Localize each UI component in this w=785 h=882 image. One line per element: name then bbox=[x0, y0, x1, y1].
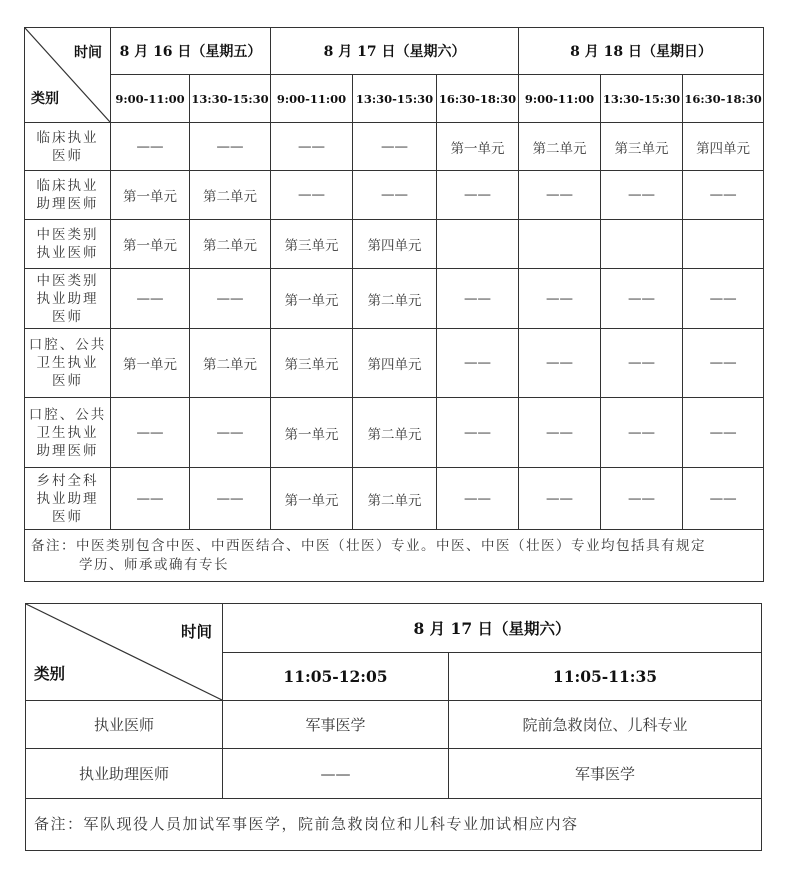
cell: —— bbox=[601, 398, 683, 468]
cell: —— bbox=[683, 398, 764, 468]
cell: 第二单元 bbox=[353, 468, 437, 530]
cell: —— bbox=[111, 398, 190, 468]
cell: 第二单元 bbox=[190, 171, 271, 220]
time-slot: 13:30-15:30 bbox=[353, 75, 437, 123]
note bbox=[25, 530, 764, 582]
time-header: 时间 bbox=[180, 622, 212, 641]
category-header: 类别 bbox=[31, 91, 59, 107]
row-label-line: 助理医师 bbox=[36, 196, 99, 212]
cell: —— bbox=[190, 398, 271, 468]
cell: —— bbox=[190, 123, 271, 171]
note-row bbox=[25, 530, 764, 582]
cell: —— bbox=[353, 171, 437, 220]
table-row bbox=[25, 123, 764, 171]
row-label bbox=[25, 171, 111, 220]
row-label: 执业医师 bbox=[26, 701, 223, 749]
row-label-line: 医师 bbox=[52, 308, 83, 325]
cell: —— bbox=[683, 171, 764, 220]
cell: —— bbox=[601, 171, 683, 220]
cell: 军事医学 bbox=[449, 749, 762, 799]
time-slot: 13:30-15:30 bbox=[190, 75, 271, 123]
exam-schedule-table bbox=[24, 27, 764, 582]
cell bbox=[683, 220, 764, 269]
row-label-line: 中医类别 bbox=[36, 272, 99, 289]
row-label-line: 医师 bbox=[52, 147, 83, 164]
cell: 第二单元 bbox=[519, 123, 601, 171]
table-row bbox=[25, 220, 764, 269]
row-label: 执业助理医师 bbox=[26, 749, 223, 799]
cell: —— bbox=[519, 398, 601, 468]
cell: —— bbox=[111, 123, 190, 171]
cell: —— bbox=[190, 468, 271, 530]
table-row bbox=[25, 171, 764, 220]
time-slot: 9:00-11:00 bbox=[519, 75, 601, 123]
cell: 第一单元 bbox=[437, 123, 519, 171]
row-label bbox=[25, 468, 111, 530]
time-slot: 11:05-12:05 bbox=[223, 653, 449, 701]
row-label-line: 卫生执业 bbox=[36, 355, 99, 371]
cell: 第二单元 bbox=[190, 220, 271, 269]
row-label-line: 口腔、公共 bbox=[28, 406, 107, 423]
table-row bbox=[26, 701, 762, 749]
cell: —— bbox=[437, 398, 519, 468]
cell: 院前急救岗位、儿科专业 bbox=[449, 701, 762, 749]
row-label bbox=[25, 398, 111, 468]
cell: —— bbox=[111, 468, 190, 530]
cell: 第四单元 bbox=[683, 123, 764, 171]
note-line: 学历、师承或确有专长 bbox=[79, 556, 229, 573]
cell: —— bbox=[190, 269, 271, 329]
corner-header bbox=[26, 604, 223, 701]
row-label bbox=[25, 329, 111, 398]
diagonal-divider bbox=[26, 604, 222, 700]
cell: 第四单元 bbox=[353, 220, 437, 269]
cell: —— bbox=[519, 171, 601, 220]
time-header: 时间 bbox=[74, 45, 102, 61]
cell: 军事医学 bbox=[223, 701, 449, 749]
cell bbox=[601, 220, 683, 269]
row-label-line: 临床执业 bbox=[36, 178, 99, 194]
date-header: 8 月 18 日（星期日） bbox=[519, 28, 764, 75]
row-label bbox=[25, 269, 111, 329]
cell: —— bbox=[437, 171, 519, 220]
cell: —— bbox=[111, 269, 190, 329]
cell: —— bbox=[683, 269, 764, 329]
cell: —— bbox=[437, 329, 519, 398]
row-label-line: 执业医师 bbox=[36, 245, 99, 261]
cell: —— bbox=[601, 468, 683, 530]
row-label-line: 执业助理 bbox=[36, 490, 99, 507]
row-label-line: 医师 bbox=[52, 373, 83, 389]
row-label bbox=[25, 220, 111, 269]
cell: 第一单元 bbox=[111, 171, 190, 220]
cell bbox=[519, 220, 601, 269]
cell: —— bbox=[519, 329, 601, 398]
cell: 第三单元 bbox=[601, 123, 683, 171]
cell: 第二单元 bbox=[353, 398, 437, 468]
cell: —— bbox=[437, 269, 519, 329]
row-label-line: 助理医师 bbox=[36, 442, 99, 459]
row-label-line: 乡村全科 bbox=[36, 472, 99, 489]
cell: 第三单元 bbox=[271, 329, 353, 398]
time-slot: 16:30-18:30 bbox=[683, 75, 764, 123]
time-slot: 11:05-11:35 bbox=[449, 653, 762, 701]
cell: 第一单元 bbox=[271, 398, 353, 468]
time-slot: 9:00-11:00 bbox=[271, 75, 353, 123]
cell: 第二单元 bbox=[190, 329, 271, 398]
note-line: 备注：中医类别包含中医、中西医结合、中医（壮医）专业。中医、中医（壮医）专业均包括具有规定 bbox=[31, 537, 706, 554]
cell bbox=[437, 220, 519, 269]
cell: —— bbox=[601, 329, 683, 398]
cell: 第二单元 bbox=[353, 269, 437, 329]
cell: 第一单元 bbox=[271, 269, 353, 329]
note: 备注：军队现役人员加试军事医学，院前急救岗位和儿科专业加试相应内容 bbox=[26, 799, 762, 851]
date-header: 8 月 16 日（星期五） bbox=[111, 28, 271, 75]
time-slot: 13:30-15:30 bbox=[601, 75, 683, 123]
row-label-line: 医师 bbox=[52, 508, 83, 525]
cell: —— bbox=[223, 749, 449, 799]
row-label-line: 口腔、公共 bbox=[28, 337, 107, 353]
cell: 第一单元 bbox=[111, 329, 190, 398]
cell: 第一单元 bbox=[271, 468, 353, 530]
table-row bbox=[25, 329, 764, 398]
date-header: 8 月 17 日（星期六） bbox=[271, 28, 519, 75]
row-label-line: 卫生执业 bbox=[36, 424, 99, 441]
time-slot: 9:00-11:00 bbox=[111, 75, 190, 123]
cell: —— bbox=[353, 123, 437, 171]
date-header: 8 月 17 日（星期六） bbox=[223, 604, 762, 653]
cell: —— bbox=[601, 269, 683, 329]
corner-header bbox=[25, 28, 111, 123]
row-label bbox=[25, 123, 111, 171]
table-row bbox=[25, 468, 764, 530]
cell: 第一单元 bbox=[111, 220, 190, 269]
cell: —— bbox=[683, 329, 764, 398]
row-label-line: 执业助理 bbox=[36, 290, 99, 307]
cell: 第三单元 bbox=[271, 220, 353, 269]
cell: —— bbox=[519, 269, 601, 329]
cell: —— bbox=[271, 123, 353, 171]
category-header: 类别 bbox=[34, 664, 66, 683]
row-label-line: 中医类别 bbox=[36, 227, 99, 243]
military-exam-table bbox=[25, 603, 762, 851]
table-row bbox=[25, 398, 764, 468]
cell: —— bbox=[437, 468, 519, 530]
time-slot: 16:30-18:30 bbox=[437, 75, 519, 123]
row-label-line: 临床执业 bbox=[36, 129, 99, 146]
cell: —— bbox=[683, 468, 764, 530]
cell: —— bbox=[271, 171, 353, 220]
cell: —— bbox=[519, 468, 601, 530]
table-row bbox=[25, 269, 764, 329]
table-row bbox=[26, 749, 762, 799]
cell: 第四单元 bbox=[353, 329, 437, 398]
